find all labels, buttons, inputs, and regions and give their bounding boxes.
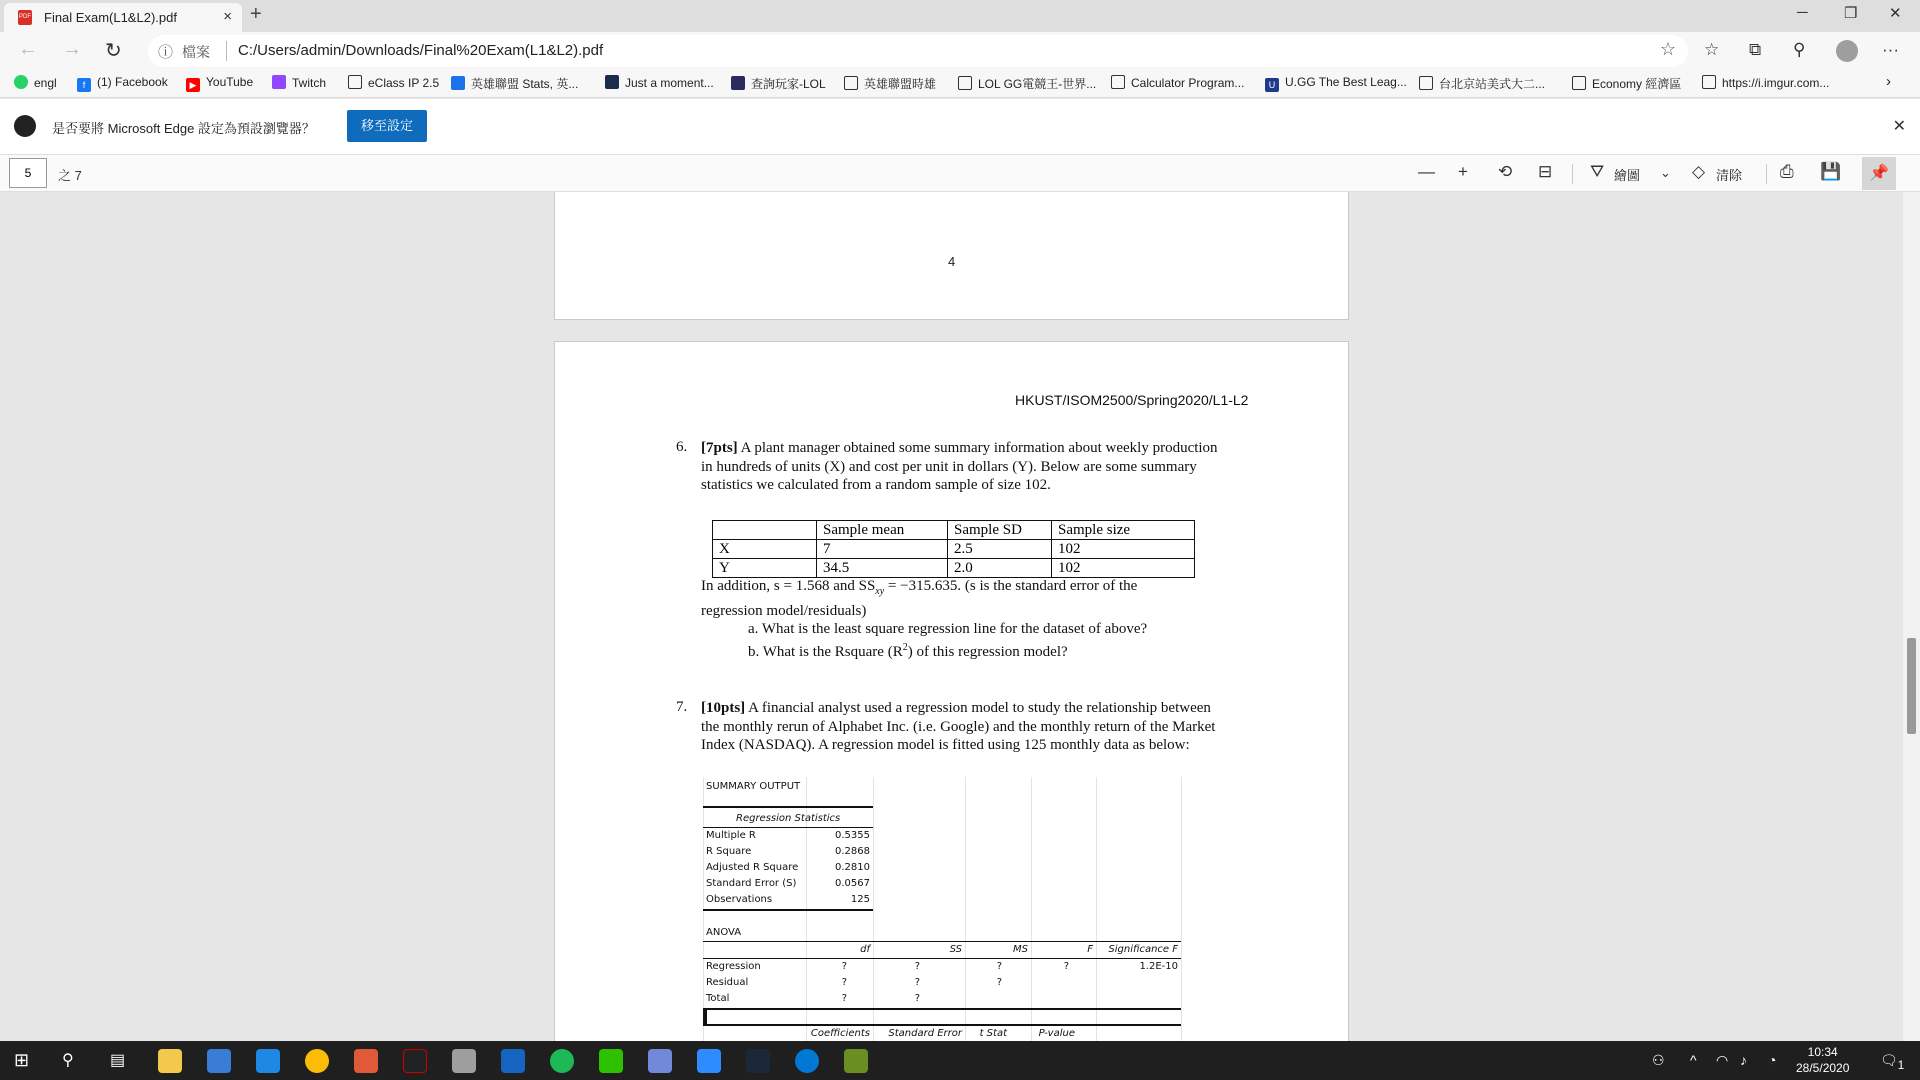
- text-line: A plant manager obtained some summary information about weekly production: [737, 440, 1218, 456]
- toolbar-divider: [1572, 164, 1573, 184]
- edge-icon[interactable]: [795, 1049, 819, 1073]
- notification-count: 1: [1897, 1058, 1905, 1072]
- table-cell: 2.5: [948, 540, 1052, 559]
- language-icon[interactable]: ◔: [1768, 1052, 1777, 1068]
- draw-label[interactable]: 繪圖: [1614, 168, 1641, 183]
- anova-cell: ?: [914, 977, 920, 988]
- pdf-toolbar: [0, 155, 1920, 192]
- system-clock[interactable]: [1796, 1044, 1849, 1076]
- task-view-icon[interactable]: ▤: [110, 1052, 126, 1069]
- minimize-icon[interactable]: ─: [1797, 4, 1808, 21]
- bookmark-item[interactable]: 英雄聯盟 Stats, 英...: [451, 75, 578, 92]
- selected-cell-marker: [703, 1010, 707, 1024]
- table-cell: Sample mean: [817, 521, 948, 540]
- print-icon[interactable]: ⎙: [1780, 162, 1794, 181]
- question-6-addition: [701, 577, 1221, 661]
- navigation-bar: [0, 32, 1920, 70]
- anova-cell: ?: [914, 993, 920, 1004]
- points-label: [7pts]: [701, 440, 738, 456]
- page-icon: [1419, 76, 1433, 90]
- close-window-icon[interactable]: ✕: [1889, 5, 1902, 22]
- table-header-row: [713, 521, 1195, 540]
- bookmark-item[interactable]: LOL GG電競王-世界...: [958, 75, 1096, 92]
- bookmarks-bar: [0, 70, 1920, 98]
- regression-statistics-title: Regression Statistics: [736, 813, 841, 824]
- text-line: = −315.635. (s is the standard error of the: [884, 578, 1138, 594]
- text-line: Index (NASDAQ). A regression model is fitted using 125 monthly data as below:: [701, 737, 1190, 753]
- text-line: statistics we calculated from a random sample of size 102.: [701, 477, 1051, 493]
- site-label: 檔案: [182, 44, 210, 60]
- tab-title: Final Exam(L1&L2).pdf: [44, 10, 177, 25]
- bookmark-item[interactable]: ▶ YouTube: [186, 75, 253, 92]
- text-line: b. What is the Rsquare (R: [748, 643, 903, 660]
- store-icon[interactable]: [207, 1049, 231, 1073]
- chrome-icon[interactable]: [305, 1049, 329, 1073]
- bookmark-item[interactable]: U U.GG The Best Leag...: [1265, 75, 1407, 92]
- stat-label: Standard Error (S): [706, 878, 797, 889]
- anova-cell: ?: [914, 961, 920, 972]
- column-header: P-value: [1038, 1028, 1075, 1039]
- pdf-page-current: [554, 341, 1349, 1041]
- column-header: Standard Error: [888, 1028, 962, 1039]
- bookmark-item[interactable]: 英雄聯盟時雄: [844, 75, 936, 92]
- erase-label[interactable]: 清除: [1716, 168, 1743, 183]
- anova-row: [703, 975, 1181, 991]
- page-icon: [844, 76, 858, 90]
- game-icon: [731, 76, 745, 90]
- chevron-up-icon[interactable]: ^: [1690, 1052, 1697, 1068]
- pin-toolbar-icon[interactable]: 📌: [1862, 157, 1896, 190]
- column-header: Coefficients: [810, 1028, 870, 1039]
- draw-icon[interactable]: ⛛: [1590, 162, 1605, 181]
- anova-label: Total: [706, 993, 730, 1004]
- scrollbar-thumb[interactable]: [1907, 638, 1916, 734]
- bookmark-item[interactable]: Just a moment...: [605, 75, 714, 90]
- wechat-icon[interactable]: [599, 1049, 623, 1073]
- infobar-message: 是否要將 Microsoft Edge 設定為預設瀏覽器？: [52, 121, 315, 136]
- zoom-icon[interactable]: [697, 1049, 721, 1073]
- youtube-icon: ▶: [186, 78, 200, 92]
- table-cell: Sample size: [1052, 521, 1195, 540]
- discord-icon[interactable]: [648, 1049, 672, 1073]
- summary-output-title: SUMMARY OUTPUT: [706, 781, 801, 792]
- pdf-page-previous: [554, 192, 1349, 320]
- anova-label: Residual: [706, 977, 749, 988]
- bookmark-item[interactable]: f (1) Facebook: [77, 75, 168, 92]
- app-icon[interactable]: [844, 1049, 868, 1073]
- stat-label: Adjusted R Square: [706, 862, 799, 873]
- anova-cell: ?: [996, 977, 1002, 988]
- table-cell: 2.0: [948, 559, 1052, 578]
- question-number: 7.: [676, 699, 688, 715]
- column-header: SS: [949, 944, 962, 955]
- mail-icon[interactable]: [256, 1049, 280, 1073]
- table-cell: Y: [713, 559, 817, 578]
- twitch-icon: [272, 75, 286, 89]
- anova-row: [703, 959, 1181, 975]
- anova-cell: ?: [841, 961, 847, 972]
- edge-logo-icon: [14, 115, 36, 137]
- profile-avatar[interactable]: [1836, 40, 1858, 62]
- default-browser-infobar: [0, 99, 1920, 155]
- windows-start-icon[interactable]: ⊞: [14, 1050, 30, 1070]
- url-text[interactable]: C:/Users/admin/Downloads/Final%20Exam(L1&L2).pdf: [238, 42, 604, 59]
- page-total: 之 7: [58, 168, 82, 183]
- column-header: F: [1087, 944, 1093, 955]
- stat-label: R Square: [706, 846, 752, 857]
- share-icon[interactable]: ⚲: [1793, 40, 1806, 59]
- page-number-input[interactable]: 5: [9, 158, 47, 188]
- table-cell: 102: [1052, 540, 1195, 559]
- text-line: the monthly rerun of Alphabet Inc. (i.e. Google) and the monthly return of the Market: [701, 718, 1216, 735]
- vertical-scrollbar[interactable]: [1903, 192, 1920, 1041]
- zoom-in-icon[interactable]: +: [1458, 162, 1468, 181]
- spotify-icon[interactable]: [550, 1049, 574, 1073]
- page-icon: [958, 76, 972, 90]
- text-line: regression model/residuals): [701, 602, 867, 619]
- sub-question-b: [701, 639, 1221, 662]
- text-line: In addition, s = 1.568 and SS: [701, 578, 876, 594]
- bookmarks-overflow-icon[interactable]: ›: [1886, 73, 1891, 90]
- column-header: MS: [1013, 944, 1028, 955]
- whatsapp-icon: [14, 75, 28, 89]
- toolbar-divider: [1766, 164, 1767, 184]
- column-header: df: [860, 944, 870, 955]
- table-row: [713, 540, 1195, 559]
- question-6-text: [701, 439, 1221, 495]
- bookmark-item[interactable]: engl: [14, 75, 57, 90]
- stats-icon: [451, 76, 465, 90]
- points-label: [10pts]: [701, 700, 746, 716]
- zoom-out-icon[interactable]: —: [1418, 162, 1435, 181]
- stat-value: 125: [850, 894, 870, 905]
- question-7-text: [701, 699, 1221, 755]
- pdf-viewer[interactable]: [0, 192, 1920, 1041]
- app-icon[interactable]: [354, 1049, 378, 1073]
- file-explorer-icon[interactable]: [158, 1049, 182, 1073]
- go-to-settings-button[interactable]: 移至設定: [347, 110, 427, 142]
- table-rule: [703, 806, 873, 808]
- table-rule: [703, 1008, 1181, 1010]
- bookmark-item[interactable]: Calculator Program...: [1111, 75, 1244, 90]
- steam-icon[interactable]: [746, 1049, 770, 1073]
- table-row: [713, 559, 1195, 578]
- question-number: 6.: [676, 439, 688, 455]
- bookmark-item[interactable]: https://i.imgur.com...: [1702, 75, 1829, 90]
- table-cell: Sample SD: [948, 521, 1052, 540]
- subscript: xy: [875, 586, 885, 597]
- new-tab-button[interactable]: +: [250, 3, 262, 25]
- browser-tab[interactable]: [4, 3, 242, 32]
- people-icon[interactable]: ⚇: [1652, 1052, 1665, 1068]
- coefficients-header-row: [703, 1026, 1181, 1041]
- text-line: A financial analyst used a regression model to study the relationship between: [745, 700, 1211, 716]
- stat-value: 0.0567: [835, 878, 870, 889]
- superscript: 2: [902, 641, 908, 653]
- table-cell: X: [713, 540, 817, 559]
- forward-icon[interactable]: →: [62, 38, 82, 60]
- collections-icon[interactable]: ⧉: [1749, 40, 1762, 59]
- clock-date: 28/5/2020: [1796, 1061, 1850, 1075]
- eraser-icon[interactable]: ◇: [1692, 162, 1706, 181]
- bookmark-item[interactable]: 台北京站美式大二...: [1419, 75, 1545, 92]
- bookmark-item[interactable]: 查詢玩家-LOL: [731, 75, 826, 92]
- page-icon: [1111, 75, 1125, 89]
- bookmark-item[interactable]: Twitch: [272, 75, 326, 90]
- favorite-star-icon[interactable]: ☆: [1659, 39, 1676, 59]
- windows-taskbar: [0, 1041, 1920, 1080]
- restore-icon[interactable]: ❐: [1844, 5, 1858, 22]
- anova-row: [703, 991, 1181, 1007]
- facebook-icon: f: [77, 78, 91, 92]
- stat-value: 0.5355: [835, 830, 870, 841]
- pdf-file-icon: PDF: [18, 10, 32, 25]
- bookmark-item[interactable]: Economy 經濟區: [1572, 75, 1681, 92]
- wifi-icon[interactable]: ◠: [1716, 1052, 1729, 1068]
- ugg-icon: U: [1265, 78, 1279, 92]
- grid-line: [1181, 777, 1182, 1041]
- favorites-icon[interactable]: ☆: [1704, 40, 1720, 59]
- anova-label: Regression: [706, 961, 761, 972]
- lol-icon: [605, 75, 619, 89]
- address-separator: [226, 41, 227, 61]
- column-header: t Stat: [979, 1028, 1007, 1039]
- tab-close-button[interactable]: ×: [223, 8, 232, 25]
- text-line: in hundreds of units (X) and cost per unit in dollars (Y). Below are some summary: [701, 458, 1197, 475]
- refresh-icon[interactable]: ↻: [105, 40, 122, 62]
- save-icon[interactable]: 💾: [1820, 162, 1842, 181]
- anova-cell: ?: [996, 961, 1002, 972]
- stat-label: Observations: [706, 894, 773, 905]
- app-icon[interactable]: [452, 1049, 476, 1073]
- notification-icon[interactable]: $🗨_1$: [1880, 1052, 1905, 1072]
- course-header: HKUST/ISOM2500/Spring2020/L1-L2: [1015, 392, 1249, 408]
- summary-stats-table: [712, 520, 1195, 578]
- stat-value: 0.2868: [835, 846, 870, 857]
- garena-icon[interactable]: [403, 1049, 427, 1073]
- volume-icon[interactable]: ♪: [1740, 1052, 1747, 1068]
- rotate-icon[interactable]: ⟲: [1498, 162, 1513, 181]
- bookmark-item[interactable]: eClass IP 2.5: [348, 75, 439, 90]
- table-cell: 34.5: [817, 559, 948, 578]
- anova-cell: ?: [841, 993, 847, 1004]
- page-icon: [1572, 76, 1586, 90]
- clock-time: 10:34: [1807, 1045, 1838, 1059]
- table-cell: 7: [817, 540, 948, 559]
- anova-cell: ?: [841, 977, 847, 988]
- page-number: 4: [948, 254, 956, 269]
- app-icon[interactable]: [501, 1049, 525, 1073]
- info-icon[interactable]: ⓘ: [158, 44, 174, 61]
- sub-question-a: a. What is the least square regression line for the dataset of above?: [748, 621, 1148, 637]
- table-cell: [713, 521, 817, 540]
- chevron-down-icon[interactable]: ⌄: [1660, 165, 1671, 180]
- search-icon[interactable]: ⚲: [62, 1052, 74, 1069]
- more-menu-icon[interactable]: ···: [1882, 40, 1899, 59]
- regression-summary-output: [703, 777, 1183, 1041]
- text-line: ) of this regression model?: [907, 643, 1068, 660]
- tab-strip: [0, 0, 1920, 32]
- stat-label: Multiple R: [706, 830, 756, 841]
- page-icon: [1702, 75, 1716, 89]
- page-icon: [348, 75, 362, 89]
- anova-cell: 1.2E-10: [1139, 961, 1178, 972]
- address-bar[interactable]: [148, 35, 1688, 67]
- anova-cell: ?: [1063, 961, 1069, 972]
- anova-title: ANOVA: [706, 927, 742, 938]
- column-header: Significance F: [1108, 944, 1178, 955]
- table-rule: [703, 909, 873, 911]
- stat-value: 0.2810: [835, 862, 870, 873]
- infobar-close-icon[interactable]: ✕: [1892, 118, 1906, 135]
- back-icon[interactable]: ←: [18, 38, 38, 60]
- table-cell: 102: [1052, 559, 1195, 578]
- fit-page-icon[interactable]: ⊟: [1538, 162, 1553, 181]
